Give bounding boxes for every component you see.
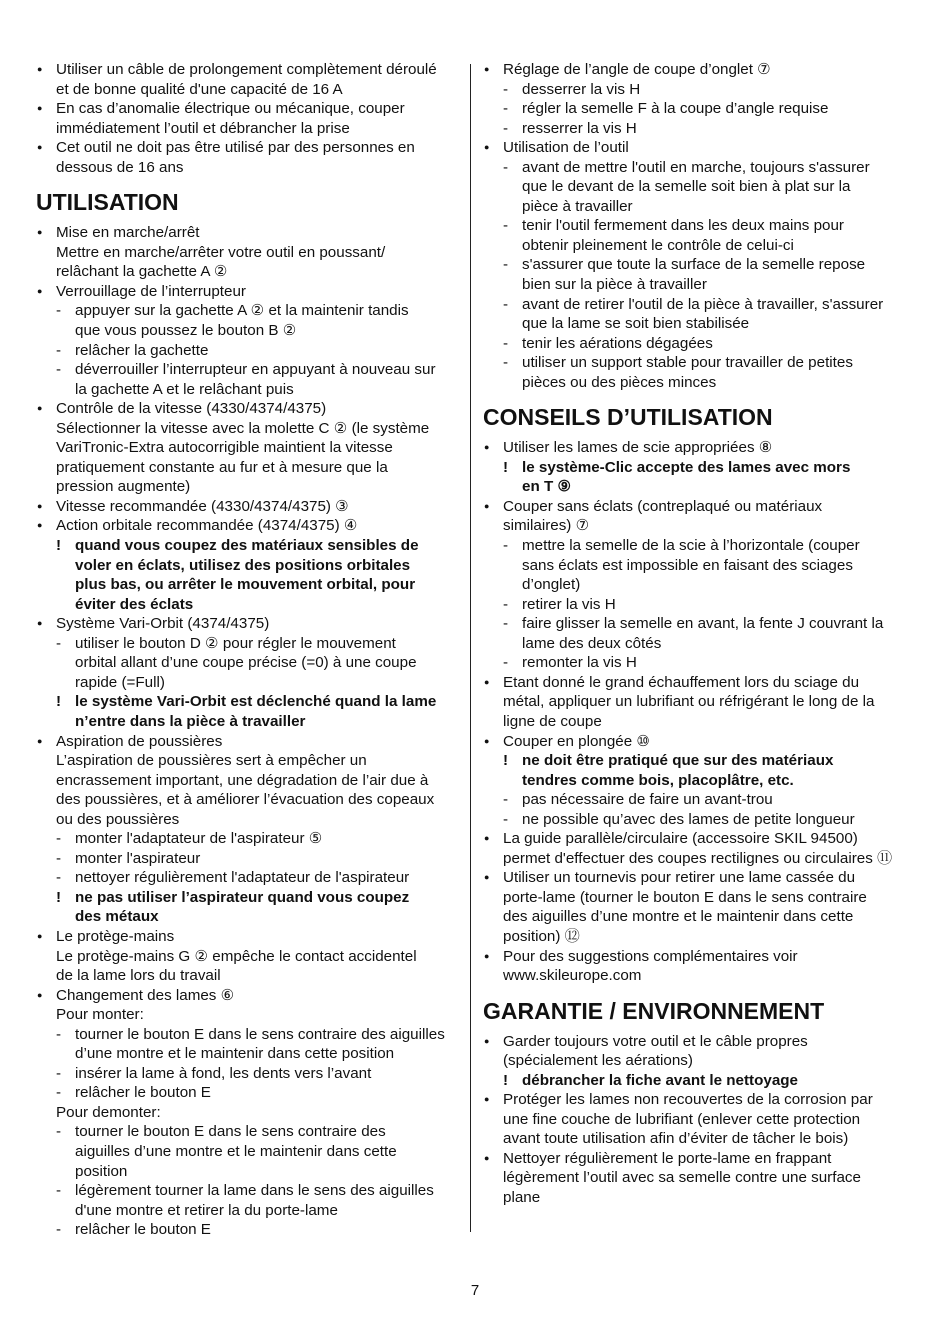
item-text: tourner le bouton E dans le sens contraire des <box>75 1123 386 1141</box>
item-text: avant de retirer l'outil de la pièce à travailler, s'assurer <box>522 295 884 313</box>
dash-item <box>483 295 907 315</box>
bullet-item: ● Utilisation de l’outil <box>483 138 907 158</box>
item-text: remonter la vis H <box>522 654 637 672</box>
dash-marker: - <box>56 869 62 887</box>
text-line: Pour monter: <box>56 1006 144 1024</box>
dash-item <box>36 1122 460 1142</box>
bullet-item: ● Le protège-mains <box>36 927 460 947</box>
item-text: tourner le bouton E dans le sens contraire des aiguilles <box>75 1025 445 1043</box>
bullet-item: ● Utiliser un câble de prolongement complètement déroulé <box>36 60 460 80</box>
dash-marker: - <box>56 849 62 867</box>
item-text: relâcher la gachette <box>75 341 209 359</box>
dash-marker: - <box>503 791 509 809</box>
dash-marker: - <box>503 595 509 613</box>
warning-item-continuation: n’entre dans la pièce à travailler <box>75 712 306 730</box>
dash-marker: - <box>503 810 509 828</box>
warning-item <box>483 751 907 771</box>
text-line: VariTronic-Extra autocorrigible maintient la vitesse <box>56 439 393 457</box>
item-text: monter l'adaptateur de l'aspirateur ⑤ <box>75 830 323 848</box>
text-line: et de bonne qualité d'une capacité de 16 A <box>56 80 343 98</box>
dash-item-continuation: d’onglet) <box>522 576 581 594</box>
item-text: ne possible qu’avec des lames de petite longueur <box>522 810 855 828</box>
bullet-item: ● Utiliser un tournevis pour retirer une lame cassée du <box>483 868 907 888</box>
bullet-item: ● Aspiration de poussières <box>36 732 460 752</box>
text-line: Pour demonter: <box>56 1103 161 1121</box>
warning-item-continuation: éviter des éclats <box>75 595 194 613</box>
dash-marker: - <box>503 615 509 633</box>
warning-item <box>36 692 460 712</box>
text-line: pression augmente) <box>56 478 191 496</box>
text-line: de la lame lors du travail <box>56 967 221 985</box>
dash-marker: - <box>56 1182 62 1200</box>
item-text: le système Vari-Orbit est déclenché quand la lame <box>75 693 437 711</box>
dash-item <box>36 1181 460 1201</box>
text-line: Mettre en marche/arrêter votre outil en poussant/ <box>56 243 386 261</box>
bullet-item: ● Cet outil ne doit pas être utilisé par des personnes en <box>36 138 460 158</box>
dash-item <box>36 360 460 380</box>
item-text: débrancher la fiche avant le nettoyage <box>522 1071 799 1089</box>
warning-item-continuation: en T ⑨ <box>522 478 572 496</box>
item-text: nettoyer régulièrement l'adaptateur de l'aspirateur <box>75 869 410 887</box>
item-text: mettre la semelle de la scie à l’horizontale (couper <box>522 537 860 555</box>
dash-item <box>483 614 907 634</box>
dash-marker: - <box>503 354 509 372</box>
dash-marker: - <box>503 256 509 274</box>
dash-item-continuation: aiguilles d’une montre et le maintenir dans cette <box>75 1142 397 1160</box>
dash-item <box>36 829 460 849</box>
dash-marker: - <box>56 1064 62 1082</box>
item-text: ne doit être pratiqué que sur des matériaux <box>522 752 834 770</box>
dash-item <box>36 301 460 321</box>
section-heading: GARANTIE / ENVIRONNEMENT <box>483 997 825 1024</box>
dash-marker: - <box>503 80 509 98</box>
text-line: métal, appliquer un lubrifiant ou réfrigérant le long de la <box>503 693 875 711</box>
exclamation-marker: ! <box>503 752 509 770</box>
dash-item-continuation: rapide (=Full) <box>75 673 165 691</box>
dash-item <box>483 536 907 556</box>
warning-item <box>36 888 460 908</box>
dash-marker: - <box>503 119 509 137</box>
dash-marker: - <box>503 295 509 313</box>
item-text: faire glisser la semelle en avant, la fente J couvrant la <box>522 615 884 633</box>
text-line: des poussières, et à améliorer l’évacuation des copeaux <box>56 791 435 809</box>
dash-item-continuation: obtenir pleinement le contrôle de celui-ci <box>522 236 794 254</box>
item-text: quand vous coupez des matériaux sensibles de <box>75 537 419 555</box>
bullet-item: ● Couper sans éclats (contreplaqué ou matériaux <box>483 497 907 517</box>
bullet-item: ● Protéger les lames non recouvertes de la corrosion par <box>483 1090 907 1110</box>
bullet-item: ● Verrouillage de l’interrupteur <box>36 282 460 302</box>
warning-item-continuation: des métaux <box>75 908 159 926</box>
text-line: permet d'effectuer des coupes rectilignes ou circulaires ⑪ <box>503 849 893 867</box>
item-text: utiliser le bouton D ② pour régler le mouvement <box>75 634 396 652</box>
dash-item <box>36 1064 460 1084</box>
text-line: une fine couche de lubrifiant (enlever cette protection <box>503 1110 861 1128</box>
exclamation-marker: ! <box>56 693 62 711</box>
dash-marker: - <box>503 654 509 672</box>
text-line: position) ⑫ <box>503 927 580 945</box>
warning-item <box>36 536 460 556</box>
dash-marker: - <box>56 1025 62 1043</box>
dash-marker: - <box>56 1221 62 1239</box>
section-heading: UTILISATION <box>36 189 179 216</box>
bullet-item: ● Système Vari-Orbit (4374/4375) <box>36 614 460 634</box>
text-line: ou des poussières <box>56 810 180 828</box>
text-line: (spécialement les aérations) <box>503 1052 693 1070</box>
dash-item-continuation: que vous poussez le bouton B ② <box>75 322 297 340</box>
text-line: similaires) ⑦ <box>503 517 590 535</box>
dash-marker: - <box>56 1123 62 1141</box>
dash-item <box>36 634 460 654</box>
text-line: ligne de coupe <box>503 712 602 730</box>
dash-marker: - <box>503 217 509 235</box>
dash-marker: - <box>503 100 509 118</box>
text-line: Sélectionner la vitesse avec la molette C ② (le système <box>56 419 430 437</box>
text-line: pratiquement constante au fur et à mesure que la <box>56 458 388 476</box>
dash-marker: - <box>503 537 509 555</box>
dash-marker: - <box>56 1084 62 1102</box>
item-text: déverrouiller l’interrupteur en appuyant à nouveau sur <box>75 361 436 379</box>
dash-marker: - <box>56 341 62 359</box>
section-heading: CONSEILS D’UTILISATION <box>483 404 773 431</box>
dash-item-continuation: bien sur la pièce à travailler <box>522 276 707 294</box>
bullet-item: ● Changement des lames ⑥ <box>36 986 460 1006</box>
item-text: le système-Clic accepte des lames avec mors <box>522 458 851 476</box>
dash-item <box>36 868 460 888</box>
exclamation-marker: ! <box>56 537 62 555</box>
warning-item <box>483 1071 907 1091</box>
item-text: desserrer la vis H <box>522 80 641 98</box>
page-number: 7 <box>470 1282 480 1299</box>
bullet-item: ● Vitesse recommandée (4330/4374/4375) ③ <box>36 497 460 517</box>
text-line: avant toute utilisation afin d’éviter de tâcher le bois) <box>503 1130 849 1148</box>
text-line: porte-lame (tourner le bouton E dans le sens contraire <box>503 888 867 906</box>
dash-item-continuation: que la lame se soit bien stabilisée <box>522 315 750 333</box>
bullet-item: ● Pour des suggestions complémentaires voir <box>483 947 907 967</box>
dash-item-continuation: que le devant de la semelle soit bien à plat sur la <box>522 178 851 196</box>
text-line: immédiatement l’outil et débrancher la prise <box>56 119 350 137</box>
dash-item <box>483 255 907 275</box>
item-text: retirer la vis H <box>522 595 616 613</box>
dash-item <box>483 158 907 178</box>
item-text: tenir l'outil fermement dans les deux mains pour <box>522 217 844 235</box>
bullet-item: ● Nettoyer régulièrement le porte-lame en frappant <box>483 1149 907 1169</box>
text-line: dessous de 16 ans <box>56 158 184 176</box>
warning-item <box>483 458 907 478</box>
warning-item-continuation: tendres comme bois, placoplâtre, etc. <box>522 771 794 789</box>
dash-item-continuation: lame des deux côtés <box>522 634 662 652</box>
dash-item <box>483 119 907 139</box>
dash-item-continuation: position <box>75 1162 128 1180</box>
right-column <box>483 60 907 1208</box>
dash-marker: - <box>56 634 62 652</box>
dash-item <box>483 790 907 810</box>
dash-marker: - <box>56 361 62 379</box>
item-text: utiliser un support stable pour travailler de petites <box>522 354 853 372</box>
bullet-item: ● Garder toujours votre outil et le câble propres <box>483 1032 907 1052</box>
text-line: Le protège-mains G ② empêche le contact accidentel <box>56 947 417 965</box>
left-column <box>36 60 460 1240</box>
exclamation-marker: ! <box>503 1071 509 1089</box>
item-text: relâcher le bouton E <box>75 1084 211 1102</box>
item-text: relâcher le bouton E <box>75 1221 211 1239</box>
dash-item <box>36 1083 460 1103</box>
dash-marker: - <box>503 334 509 352</box>
warning-item-continuation: plus bas, ou arrêter le mouvement orbital, pour <box>75 576 416 594</box>
text-line: légèrement l’outil avec sa semelle contre une surface <box>503 1169 861 1187</box>
text-line: des aiguilles d’une montre et le maintenir dans cette <box>503 908 854 926</box>
column-divider <box>470 64 471 1232</box>
item-text: insérer la lame à fond, les dents vers l’avant <box>75 1064 372 1082</box>
item-text: s'assurer que toute la surface de la semelle repose <box>522 256 866 274</box>
dash-item-continuation: d'une montre et retirer la du porte-lame <box>75 1201 338 1219</box>
bullet-item: ● Réglage de l’angle de coupe d’onglet ⑦ <box>483 60 907 80</box>
text-line: L’aspiration de poussières sert à empêcher un <box>56 752 367 770</box>
dash-item <box>483 653 907 673</box>
text-line: encrassement important, une dégradation de l’air due à <box>56 771 429 789</box>
bullet-item: ● En cas d’anomalie électrique ou mécanique, couper <box>36 99 460 119</box>
bullet-item: ● Mise en marche/arrêt <box>36 223 460 243</box>
dash-marker: - <box>56 830 62 848</box>
dash-item <box>483 353 907 373</box>
dash-item <box>36 1220 460 1240</box>
dash-item-continuation: orbital allant d’une coupe précise (=0) à une coupe <box>75 654 417 672</box>
dash-item <box>483 810 907 830</box>
item-text: pas nécessaire de faire un avant-trou <box>522 791 773 809</box>
dash-item <box>36 1025 460 1045</box>
text-line: www.skileurope.com <box>503 967 642 985</box>
dash-item <box>483 99 907 119</box>
dash-marker: - <box>56 302 62 320</box>
bullet-item: ● Contrôle de la vitesse (4330/4374/4375) <box>36 399 460 419</box>
item-text: appuyer sur la gachette A ② et la maintenir tandis <box>75 302 409 320</box>
dash-item <box>483 334 907 354</box>
item-text: monter l'aspirateur <box>75 849 201 867</box>
dash-item <box>483 216 907 236</box>
dash-item-continuation: la gachette A et le relâchant puis <box>75 380 294 398</box>
dash-item <box>483 80 907 100</box>
dash-item-continuation: sans éclats est impossible en faisant des sciages <box>522 556 853 574</box>
bullet-item: ● Etant donné le grand échauffement lors du sciage du <box>483 673 907 693</box>
text-line: relâchant la gachette A ② <box>56 263 228 281</box>
item-text: avant de mettre l'outil en marche, toujours s'assurer <box>522 158 870 176</box>
dash-item-continuation: pièce à travailler <box>522 197 633 215</box>
dash-item-continuation: d’une montre et le maintenir dans cette position <box>75 1045 395 1063</box>
exclamation-marker: ! <box>503 458 509 476</box>
bullet-item: ● Action orbitale recommandée (4374/4375) ④ <box>36 516 460 536</box>
bullet-item: ● Utiliser les lames de scie appropriées ⑧ <box>483 438 907 458</box>
bullet-item: ● Couper en plongée ⑩ <box>483 732 907 752</box>
item-text: régler la semelle F à la coupe d’angle requise <box>522 100 829 118</box>
dash-item <box>36 341 460 361</box>
warning-item-continuation: voler en éclats, utilisez des positions orbitales <box>75 556 411 574</box>
item-text: légèrement tourner la lame dans le sens des aiguilles <box>75 1182 434 1200</box>
dash-marker: - <box>503 158 509 176</box>
item-text: resserrer la vis H <box>522 119 637 137</box>
text-line: plane <box>503 1188 541 1206</box>
exclamation-marker: ! <box>56 888 62 906</box>
dash-item <box>483 595 907 615</box>
item-text: tenir les aérations dégagées <box>522 334 713 352</box>
dash-item-continuation: pièces ou des pièces minces <box>522 373 717 391</box>
dash-item <box>36 849 460 869</box>
item-text: ne pas utiliser l’aspirateur quand vous coupez <box>75 888 410 906</box>
bullet-item: ● La guide parallèle/circulaire (accessoire SKIL 94500) <box>483 829 907 849</box>
